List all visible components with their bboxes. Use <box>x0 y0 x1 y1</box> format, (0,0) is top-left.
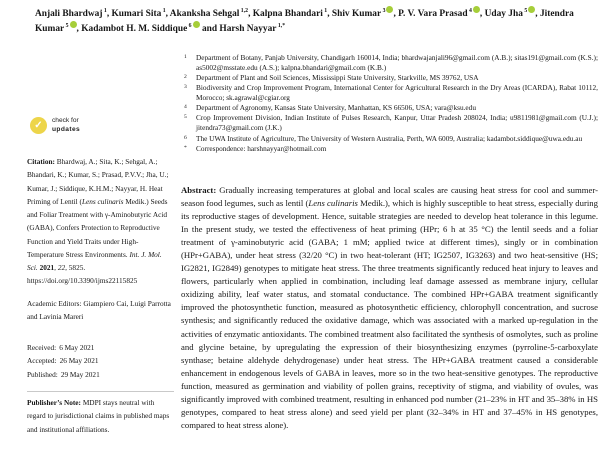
author-name: Kadambot H. M. Siddique <box>81 23 188 34</box>
author-affiliation-sup: 6 <box>187 22 192 29</box>
citation-block <box>27 155 174 288</box>
check-for-updates-label <box>52 117 80 133</box>
affiliation-text: Department of Agronomy, Kansas State University, Manhattan, KS 66506, USA; vara@ksu.edu <box>196 103 476 113</box>
affiliation-row <box>184 134 598 144</box>
publisher-note-label: Publisher’s Note: <box>27 398 83 407</box>
author-name: Kumari Sita <box>111 9 162 20</box>
date-value: 6 May 2021 <box>59 343 95 352</box>
author-name: Kalpna Bhandari <box>252 9 323 20</box>
abstract-paragraph <box>181 184 598 432</box>
check-for-updates-badge[interactable] <box>30 117 80 134</box>
author-separator: , <box>248 9 253 20</box>
editors-names: Giampiero Cai, Luigi Parrotta and Lavinia Mareri <box>27 299 171 322</box>
academic-editors-block <box>27 297 174 324</box>
abstract-text: Gradually increasing temperatures at global and local scales are causing heat stress for cool and summer-season food legumes, such as lentil (Lens culinaris Medik.), which is highly susceptible to heat stress, especially during its reproductive stages of development. Hence, suitable strategies are needed to develop heat tolerance in this legume. In the present study, we tested the effectiveness of heat priming (HPr; 6 h at 35 °C) the lentil seeds and a foliar treatment of γ-aminobutyric acid (GABA; 1 mM; applied twice at different times), singly or in combination (HPr+GABA), under heat stress (32/20 °C) in two heat-tolerant (HT; IG2507, IG3263) and two heat-sensitive (HS; IG2821, IG2849) genotypes to mitigate heat stress. The three treatments significantly reduced heat injury to leaves and flowers, particularly when applied in combination, including leaf damage assessed as membrane injury, cellular oxidizing ability, leaf water status, and stomatal conductance. The combined HPr+GABA treatment significantly improved the photosynthetic function, measured as photosynthetic efficiency, chlorophyll concentration, and sucrose synthesis; and significantly reduced the oxidative damage, which was associated with a marked up-regulation in the activities of enzymatic antioxidants. The combined treatment also facilitated the synthesis of osmolytes, such as proline and glycine betaine, by upregulating the expression of their biosynthesizing enzymes (pyrroline-5-carboxylate synthase; betaine aldehyde dehydrogenase) under heat stress. The HPr+GABA treatment caused a considerable enhancement in endogenous levels of GABA in leaves, more so in the two heat-sensitive genotypes. The reproductive function, measured as germination and viability of pollen grains, receptivity of stigma, and viability of ovules, was significantly improved with combined treatment, resulting in enhanced pod number (21–23% in HT and 35–38% in HS genotypes, compared to heat stress alone) and seed yield per plant (32–34% in HT and 37–45% in HS genotypes, compared to heat stress alone). <box>181 185 598 430</box>
author-affiliation-sup: 1,* <box>276 22 286 29</box>
orcid-icon[interactable] <box>473 6 480 13</box>
author-affiliation-sup: 1 <box>161 8 166 14</box>
author-separator: , <box>479 9 485 20</box>
author-separator: , <box>106 9 112 20</box>
affiliation-marker: * <box>184 144 187 151</box>
citation-text: Bhardwaj, A.; Sita, K.; Sehgal, A.; Bhandari, K.; Kumar, S.; Prasad, P.V.V.; Jha, U.; Kumar, J.; Siddique, K.H.M.; Nayyar, H. Heat Priming of Lentil (Lens culinaris Medik.) Seeds and Foliar Treatment with γ-Aminobutyric Acid (GABA), Confers Protection to Reproductive Function and Yield Traits under High-Temperature Stress Environments. Int. J. Mol. Sci. 2021, 22, 5825. https://doi.org/10.3390/ijms22115825 <box>27 157 169 286</box>
affiliation-row <box>184 83 598 103</box>
affiliation-row <box>184 103 598 113</box>
author-separator: and <box>199 23 220 34</box>
affiliation-marker: 3 <box>184 84 187 91</box>
date-row <box>27 368 174 381</box>
affiliation-row <box>184 144 598 154</box>
affiliation-marker: 1 <box>184 54 187 60</box>
affiliation-marker: 4 <box>184 104 187 111</box>
orcid-icon[interactable] <box>70 21 77 28</box>
affiliation-text: Department of Botany, Panjab University, Chandigarh 160014, India; bhardwajanjali96@gmail.com (A.B.); sitas191@gmail.com (K.S.); as5002@msstate.edu (A.S.); kalpna.bhandari@gmail.com (K.B.) <box>196 53 598 73</box>
author-affiliation-sup: 1 <box>102 8 107 14</box>
author-affiliation-sup: 5 <box>64 22 69 29</box>
publisher-note-text: MDPI stays neutral with regard to jurisdictional claims in published maps and institutional affiliations. <box>27 398 170 434</box>
author-separator: , <box>165 9 170 20</box>
abstract-label: Abstract: <box>181 185 220 195</box>
dates-block <box>27 341 174 381</box>
author-separator: , <box>327 9 332 20</box>
affiliation-text: Department of Plant and Soil Sciences, Mississippi State University, Starkville, MS 39762, USA <box>196 73 479 83</box>
author-separator: , <box>535 9 540 20</box>
date-value: 29 May 2021 <box>60 369 100 379</box>
authors-line <box>35 7 584 37</box>
author-affiliation-sup: 4 <box>467 8 472 14</box>
orcid-icon[interactable] <box>193 21 200 28</box>
author-name: Anjali Bhardwaj <box>35 9 103 20</box>
affiliation-text: Correspondence: harshnayyar@hotmail.com <box>196 143 327 153</box>
date-value: 26 May 2021 <box>59 356 99 366</box>
publisher-note-block <box>27 396 174 436</box>
date-row <box>27 341 174 354</box>
affiliation-text: The UWA Institute of Agriculture, The University of Western Australia, Perth, WA 6009, Australia; kadambot.siddique@uwa.edu.au <box>196 133 583 143</box>
author-separator: , <box>76 23 82 34</box>
affiliation-text: Crop Improvement Division, Indian Institute of Pulses Research, Kanpur, Uttar Pradesh 208024, India; u9811981@gmail.com (U.J.); jitendra73@gmail.com (J.K.) <box>196 113 598 133</box>
author-name: Uday Jha <box>484 9 523 20</box>
author-affiliation-sup: 1 <box>322 8 328 14</box>
affiliation-row <box>184 53 598 73</box>
sidebar-divider <box>27 391 174 392</box>
affiliation-row <box>184 73 598 83</box>
affiliation-row <box>184 113 598 133</box>
author-name: Shiv Kumar <box>331 9 382 20</box>
badge-line2: updates <box>52 125 81 133</box>
citation-label: Citation: <box>27 157 57 166</box>
author-affiliation-sup: 3 <box>381 8 386 14</box>
badge-line1: check for <box>52 117 79 125</box>
date-label: Accepted: <box>27 356 57 366</box>
date-label: Published: <box>27 369 58 379</box>
affiliation-text: Biodiversity and Crop Improvement Program, International Center for Agricultural Research in the Dry Areas (ICARDA), Rabat 10112, Morocco; sk.agrawal@cgiar.org <box>196 83 598 103</box>
affiliations-list <box>184 53 598 154</box>
author-name: P. V. Vara Prasad <box>398 9 468 20</box>
author-name: Akanksha Sehgal <box>169 9 240 20</box>
affiliation-marker: 2 <box>184 74 187 81</box>
author-name: Harsh Nayyar <box>219 23 277 34</box>
affiliation-marker: 5 <box>184 114 187 121</box>
date-label: Received: <box>27 343 57 352</box>
date-row <box>27 354 174 367</box>
editors-label: Academic Editors: <box>27 299 84 308</box>
crossmark-check-icon: ✓ <box>30 117 47 134</box>
author-name: Jitendra Kumar <box>35 9 574 34</box>
author-separator: , <box>393 9 399 20</box>
author-affiliation-sup: 1,2 <box>239 8 249 14</box>
affiliation-marker: 6 <box>184 134 187 141</box>
author-affiliation-sup: 5 <box>522 8 528 14</box>
